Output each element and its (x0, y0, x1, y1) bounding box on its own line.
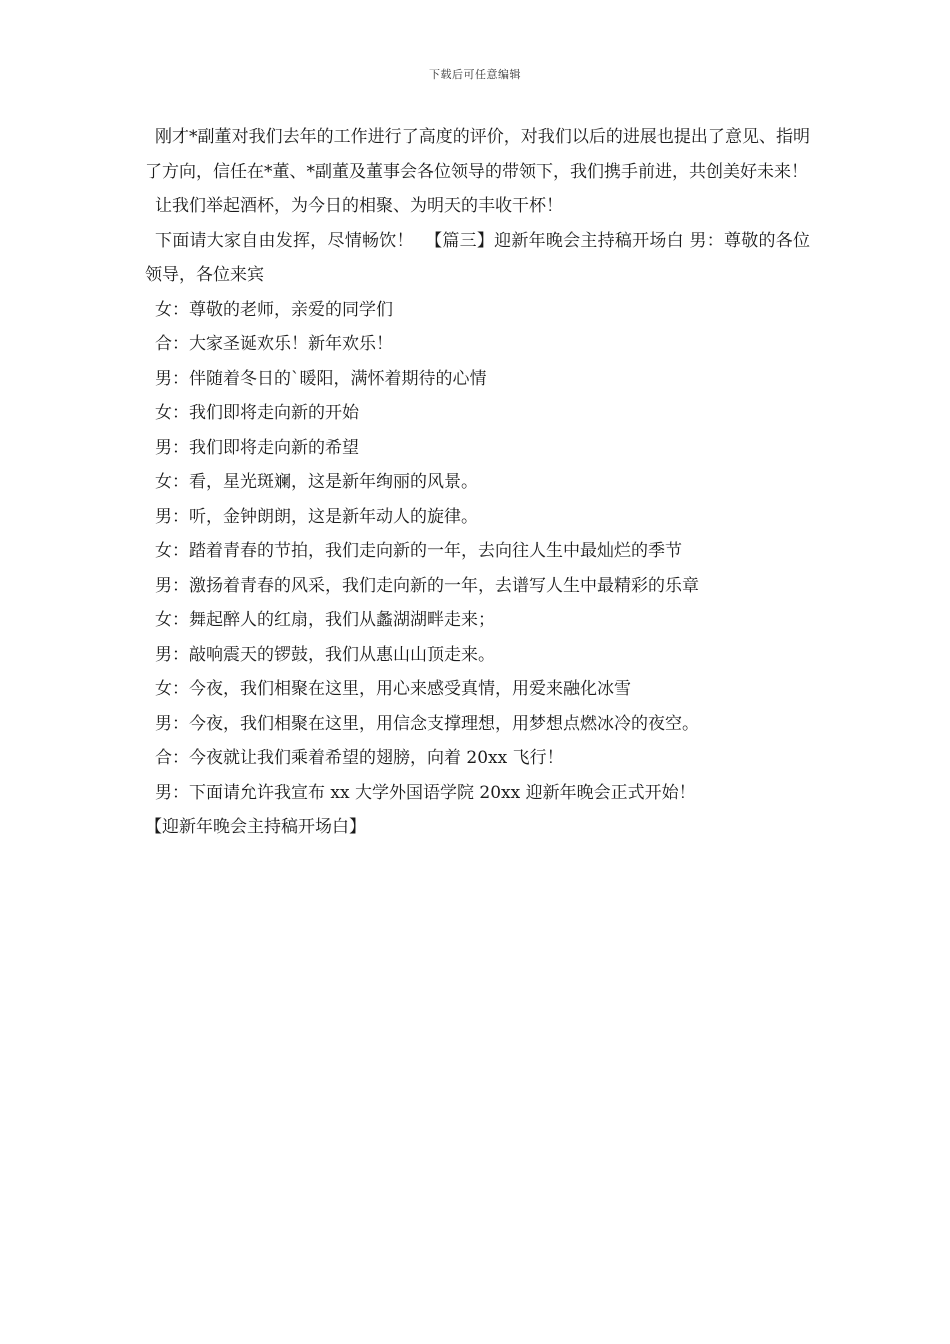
dialogue-line: 男：听，金钟朗朗，这是新年动人的旋律。 (155, 506, 478, 527)
dialogue-line: 男：敲响震天的锣鼓，我们从惠山山顶走来。 (155, 644, 495, 665)
dialogue-line: 男：伴随着冬日的`暖阳，满怀着期待的心情 (155, 368, 487, 389)
dialogue-line: 女：尊敬的老师，亲爱的同学们 (155, 299, 393, 320)
closing-title: 【迎新年晚会主持稿开场白】 (145, 817, 366, 837)
page-header: 下载后可任意编辑 (429, 68, 521, 81)
paragraph-3: 下面请大家自由发挥，尽情畅饮！ 【篇三】迎新年晚会主持稿开场白 男：尊敬的各位领导，各位来宾 (145, 230, 810, 285)
dialogue-line: 男：下面请允许我宣布 xx 大学外国语学院 20xx 迎新年晚会正式开始！ (155, 782, 696, 803)
paragraph-2: 让我们举起酒杯，为今日的相聚、为明天的丰收干杯！ (155, 196, 563, 216)
dialogue-line: 男：激扬着青春的风采，我们走向新的一年，去谱写人生中最精彩的乐章 (155, 575, 699, 596)
document-body (145, 120, 810, 845)
dialogue-line: 女：我们即将走向新的开始 (155, 403, 359, 423)
dialogue-line: 男：我们即将走向新的希望 (155, 437, 359, 458)
dialogue-line: 男：今夜，我们相聚在这里，用信念支撑理想，用梦想点燃冰冷的夜空。 (155, 713, 699, 734)
dialogue-line: 女：看，星光斑斓，这是新年绚丽的风景。 (155, 472, 478, 492)
dialogue-line: 女：舞起醉人的红扇，我们从蠡湖湖畔走来； (155, 610, 495, 630)
dialogue-line: 女：踏着青春的节拍，我们走向新的一年，去向往人生中最灿烂的季节 (155, 541, 682, 561)
dialogue-line: 女：今夜，我们相聚在这里，用心来感受真情，用爱来融化冰雪 (155, 679, 631, 699)
dialogue-line: 合：今夜就让我们乘着希望的翅膀，向着 20xx 飞行！ (155, 748, 564, 768)
paragraph-1: 刚才*副董对我们去年的工作进行了高度的评价，对我们以后的进展也提出了意见、指明了方向，信任在*董、*副董及董事会各位领导的带领下，我们携手前进，共创美好未来！ (145, 127, 810, 182)
dialogue-line: 合：大家圣诞欢乐！新年欢乐！ (155, 334, 393, 354)
